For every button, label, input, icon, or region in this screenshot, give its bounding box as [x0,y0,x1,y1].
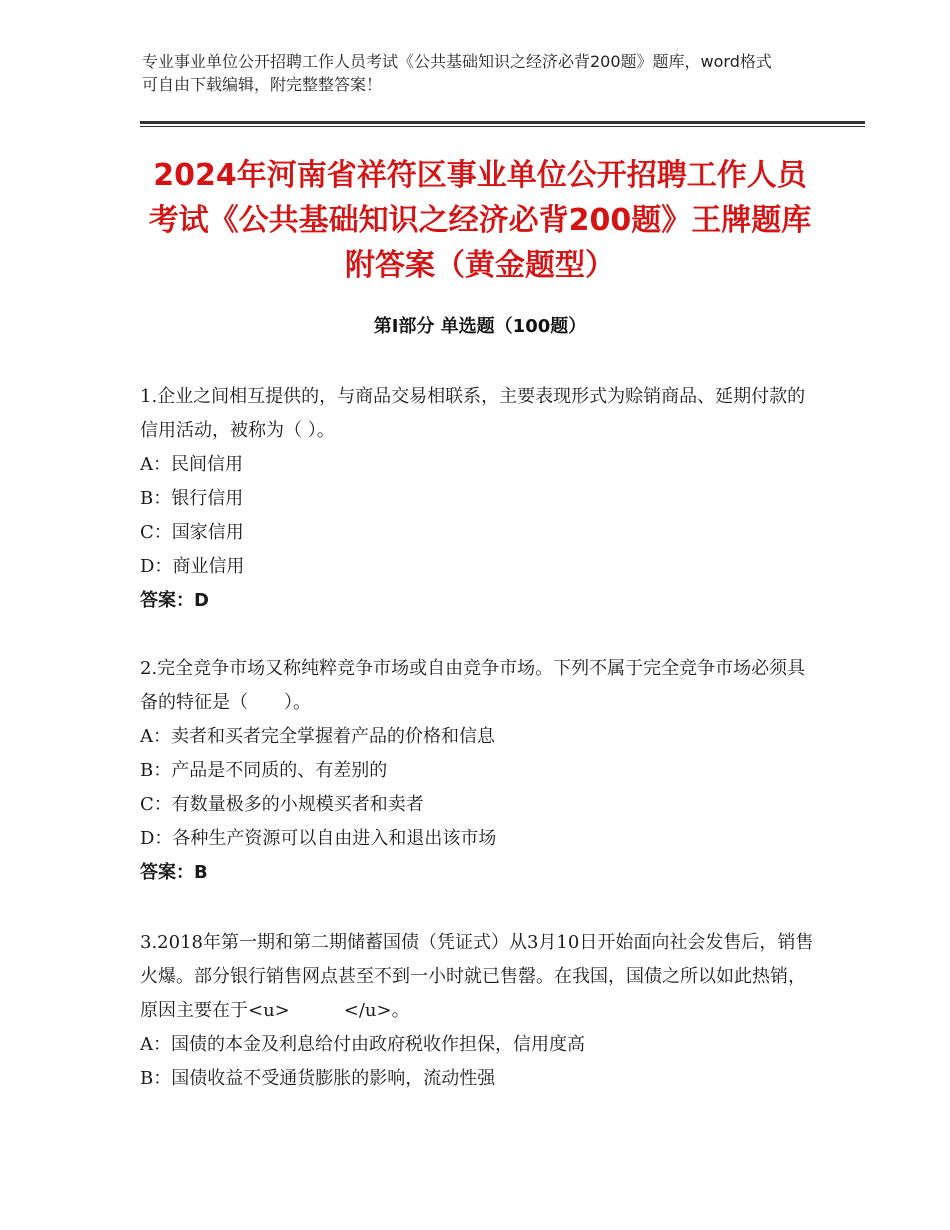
question-stem: 3.2018年第一期和第二期储蓄国债（凭证式）从3月10日开始面向社会发售后，销售火爆。部分银行销售网点甚至不到一小时就已售罄。在我国，国债之所以如此热销，原因主要在于<u> </u>。 [140,932,814,1021]
header-divider-thin [140,126,865,127]
option-b: B：国债收益不受通货膨胀的影响，流动性强 [140,1068,496,1089]
answer-label: 答案：B [140,862,208,883]
option-c: C：国家信用 [140,522,244,543]
option-b: B：产品是不同质的、有差别的 [140,760,388,781]
question-item [140,380,815,618]
option-a: A：民间信用 [140,454,243,475]
question-item [140,926,815,1096]
option-b: B：银行信用 [140,488,244,509]
option-a: A：卖者和买者完全掌握着产品的价格和信息 [140,726,495,747]
option-d: D：各种生产资源可以自由进入和退出该市场 [140,828,497,849]
header-divider-thick [140,121,865,124]
question-item [140,652,815,890]
option-a: A：国债的本金及利息给付由政府税收作担保，信用度高 [140,1034,585,1055]
document-title: 2024年河南省祥符区事业单位公开招聘工作人员考试《公共基础知识之经济必背200题》王牌题库附答案（黄金题型） [148,158,812,283]
answer-label: 答案：D [140,590,209,611]
part-heading: 第Ⅰ部分 单选题（100题） [373,316,587,337]
question-stem: 2.完全竞争市场又称纯粹竞争市场或自由竞争市场。下列不属于完全竞争市场必须具备的特征是（ ）。 [140,658,806,713]
option-d: D：商业信用 [140,556,245,577]
question-stem: 1.企业之间相互提供的，与商品交易相联系，主要表现形式为赊销商品、延期付款的信用活动，被称为（ ）。 [140,386,806,441]
option-c: C：有数量极多的小规模买者和卖者 [140,794,424,815]
header-note: 专业事业单位公开招聘工作人员考试《公共基础知识之经济必背200题》题库，word格式可自由下载编辑，附完整整答案！ [142,52,772,94]
